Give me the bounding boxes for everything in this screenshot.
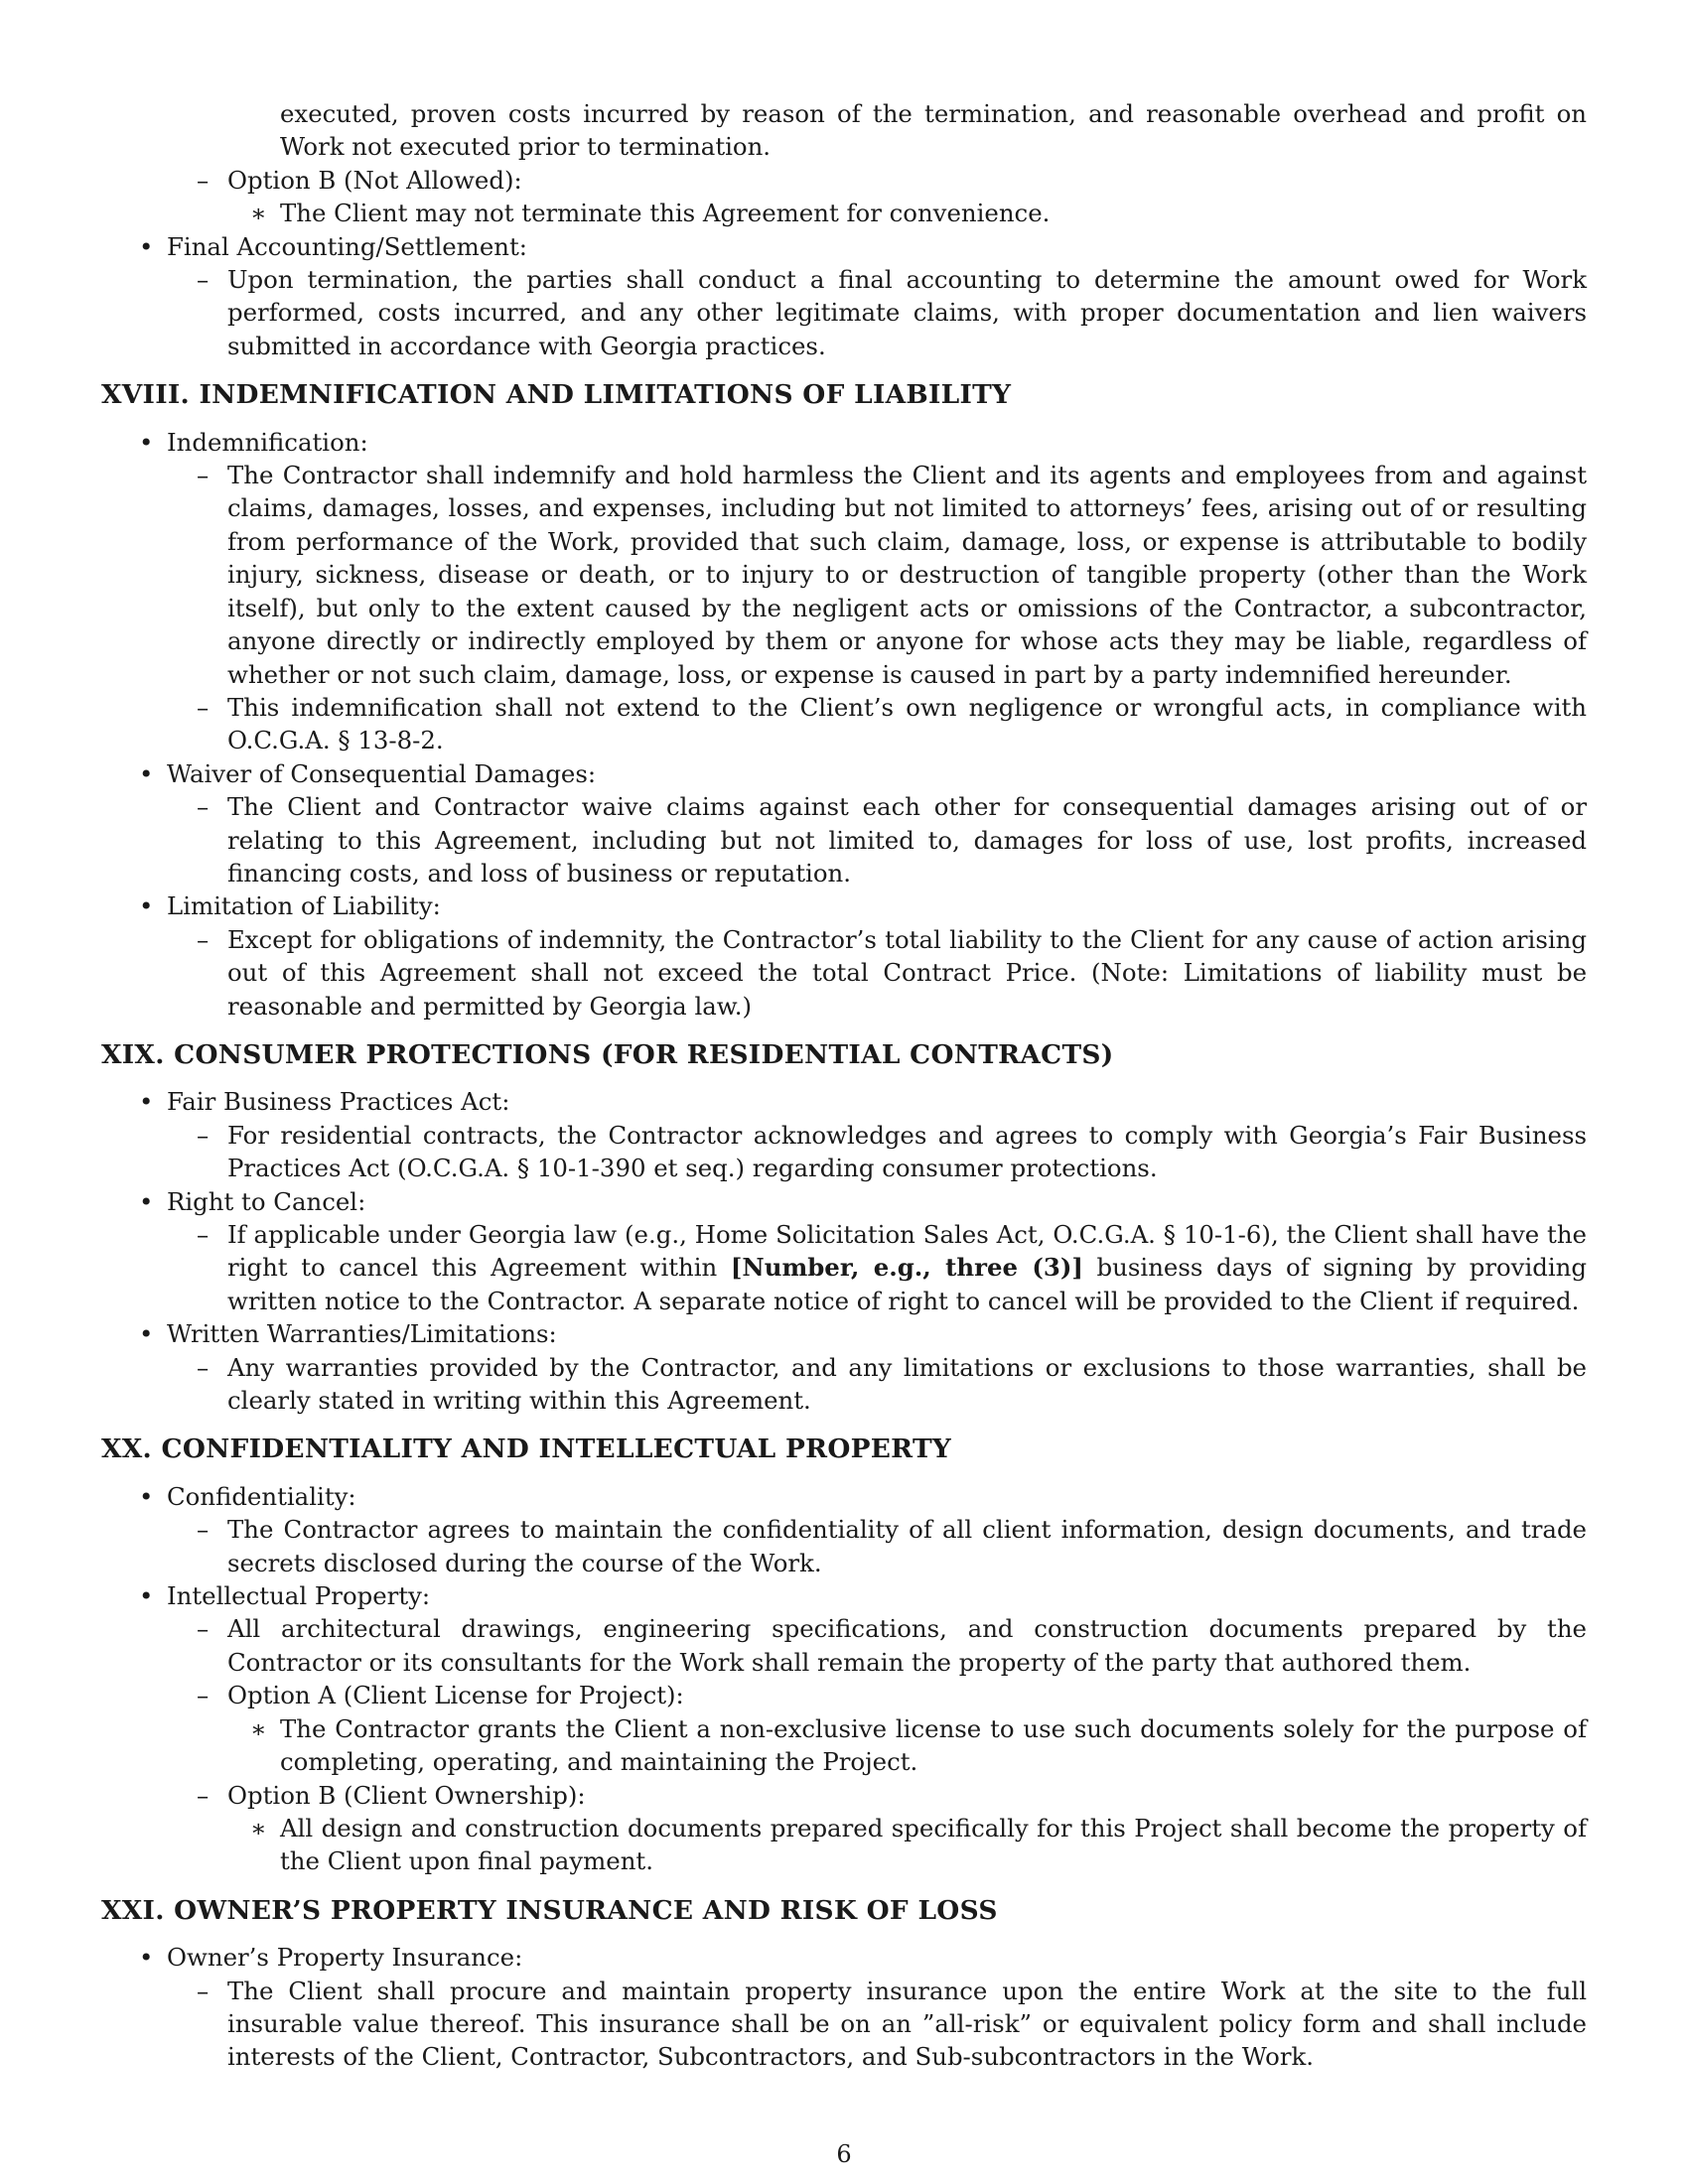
list-item: – The Contractor shall indemnify and hold harmless the Client and its agents and employees from and against claims, damages, losses, and expenses, including but not limited to attorneys’ fees, arising out of or resulting from performance of the Work, provided that such claim, damage, loss, or expense is attributable to bodily injury, sickness, disease or death, or to injury to or destruction of tangible property (other than the Work itself), but only to the extent caused by the negligent acts or omissions of the Contractor, a subcontractor, anyone directly or indirectly employed by them or anyone for whose acts they may be liable, regardless of whether or not such claim, damage, loss, or expense is caused in part by a party indemnified hereunder.	[197, 461, 1587, 689]
list-item: – Option B (Not Allowed):	[101, 164, 1587, 197]
list-item: ∗ The Client may not terminate this Agreement for convenience.	[101, 197, 1587, 229]
list-item: – If applicable under Georgia law (e.g., Home Solicitation Sales Act, O.C.G.A. § 10-1-6), the Client shall have the right to cancel this Agreement within [Number, e.g., three (3)] business days of signing by providing written notice to the Contractor. A separate notice of right to cancel will be provided to the Client if required.	[197, 1220, 1587, 1315]
section-heading: XVIII. INDEMNIFICATION AND LIMITATIONS OF LIABILITY	[101, 379, 1012, 411]
section-heading: XX. CONFIDENTIALITY AND INTELLECTUAL PROPERTY	[101, 1433, 952, 1465]
dash-marker: –	[197, 1780, 210, 1810]
list-item: • Intellectual Property:	[101, 1579, 1587, 1612]
list-item: • Written Warranties/Limitations:	[101, 1317, 1587, 1350]
section-heading: XIX. CONSUMER PROTECTIONS (FOR RESIDENTIAL CONTRACTS)	[101, 1038, 1114, 1070]
list-item: • Final Accounting/Settlement:	[101, 230, 1587, 263]
list-item: – This indemnification shall not extend to the Client’s own negligence or wrongful acts, in compliance with O.C.G.A. § 13-8-2.	[197, 692, 1587, 755]
bullet-marker: •	[139, 891, 154, 921]
dash-marker: –	[197, 1220, 210, 1249]
list-item: – Option B (Client Ownership):	[101, 1779, 1587, 1812]
asterisk-marker: ∗	[250, 1713, 267, 1743]
dash-marker: –	[197, 1681, 210, 1710]
list-item: • Fair Business Practices Act:	[101, 1085, 1587, 1118]
dash-marker: –	[197, 792, 210, 822]
list-item: – The Client shall procure and maintain property insurance upon the entire Work at the site to the full insurable value thereof. This insurance shall be on an ”all-risk” or equivalent policy form and shall include interests of the Client, Contractor, Subcontractors, and Sub-subcontractors in the Work.	[197, 1976, 1587, 2072]
bullet-marker: •	[139, 1581, 154, 1611]
dash-marker: –	[197, 1120, 210, 1150]
list-item: ∗ The Contractor grants the Client a non-exclusive license to use such documents solely for the purpose of completing, operating, and maintaining the Project.	[250, 1713, 1587, 1777]
bullet-marker: •	[139, 427, 154, 457]
list-item: – For residential contracts, the Contractor acknowledges and agrees to comply with Georgia’s Fair Business Practices Act (O.C.G.A. § 10-1-390 et seq.) regarding consumer protections.	[197, 1120, 1587, 1183]
continued-paragraph: executed, proven costs incurred by reason of the termination, and reasonable overhead and profit on Work not executed prior to termination.	[280, 99, 1587, 162]
list-item: • Limitation of Liability:	[101, 889, 1587, 922]
dash-marker: –	[197, 1614, 210, 1644]
bullet-marker: •	[139, 1319, 154, 1349]
asterisk-marker: ∗	[250, 199, 267, 228]
list-item: • Indemnification:	[101, 426, 1587, 459]
list-item: – The Client and Contractor waive claims against each other for consequential damages arising out of or relating to this Agreement, including but not limited to, damages for loss of use, lost profits, increased financing costs, and loss of business or reputation.	[197, 792, 1587, 887]
bullet-marker: •	[139, 1481, 154, 1511]
list-item: – Option A (Client License for Project):	[101, 1679, 1587, 1711]
list-item: – Upon termination, the parties shall conduct a final accounting to determine the amount owed for Work performed, costs incurred, and any other legitimate claims, with proper documentation and lien waivers submitted in accordance with Georgia practices.	[197, 265, 1587, 360]
bullet-marker: •	[139, 231, 154, 261]
list-item: ∗ All design and construction documents prepared specifically for this Project shall become the property of the Client upon final payment.	[250, 1813, 1587, 1876]
list-item: • Confidentiality:	[101, 1480, 1587, 1513]
bullet-marker: •	[139, 1186, 154, 1216]
dash-marker: –	[197, 265, 210, 295]
document-page	[101, 97, 1587, 2074]
dash-marker: –	[197, 692, 210, 722]
dash-marker: –	[197, 1976, 210, 2005]
cancel-days-placeholder: [Number, e.g., three (3)]	[730, 1253, 1083, 1283]
bullet-marker: •	[139, 1943, 154, 1973]
list-item: • Right to Cancel:	[101, 1185, 1587, 1218]
bullet-marker: •	[139, 1087, 154, 1117]
list-item: – All architectural drawings, engineering specifications, and construction documents prepared by the Contractor or its consultants for the Work shall remain the property of the party that authored them.	[197, 1614, 1587, 1677]
dash-marker: –	[197, 461, 210, 490]
bullet-marker: •	[139, 758, 154, 788]
list-item: – The Contractor agrees to maintain the confidentiality of all client information, design documents, and trade secrets disclosed during the course of the Work.	[197, 1515, 1587, 1577]
asterisk-marker: ∗	[250, 1813, 267, 1843]
list-item: – Except for obligations of indemnity, the Contractor’s total liability to the Client for any cause of action arising out of this Agreement shall not exceed the total Contract Price. (Note: Limitations of liability must be reasonable and permitted by Georgia law.)	[197, 924, 1587, 1021]
dash-marker: –	[197, 1515, 210, 1545]
dash-marker: –	[197, 165, 210, 195]
dash-marker: –	[197, 924, 210, 954]
list-item: • Waiver of Consequential Damages:	[101, 757, 1587, 790]
section-heading: XXI. OWNER’S PROPERTY INSURANCE AND RISK OF LOSS	[101, 1894, 998, 1926]
list-item: • Owner’s Property Insurance:	[101, 1941, 1587, 1974]
dash-marker: –	[197, 1352, 210, 1382]
page-number: 6	[836, 2140, 852, 2168]
list-item: – Any warranties provided by the Contractor, and any limitations or exclusions to those warranties, shall be clearly stated in writing within this Agreement.	[197, 1352, 1587, 1416]
